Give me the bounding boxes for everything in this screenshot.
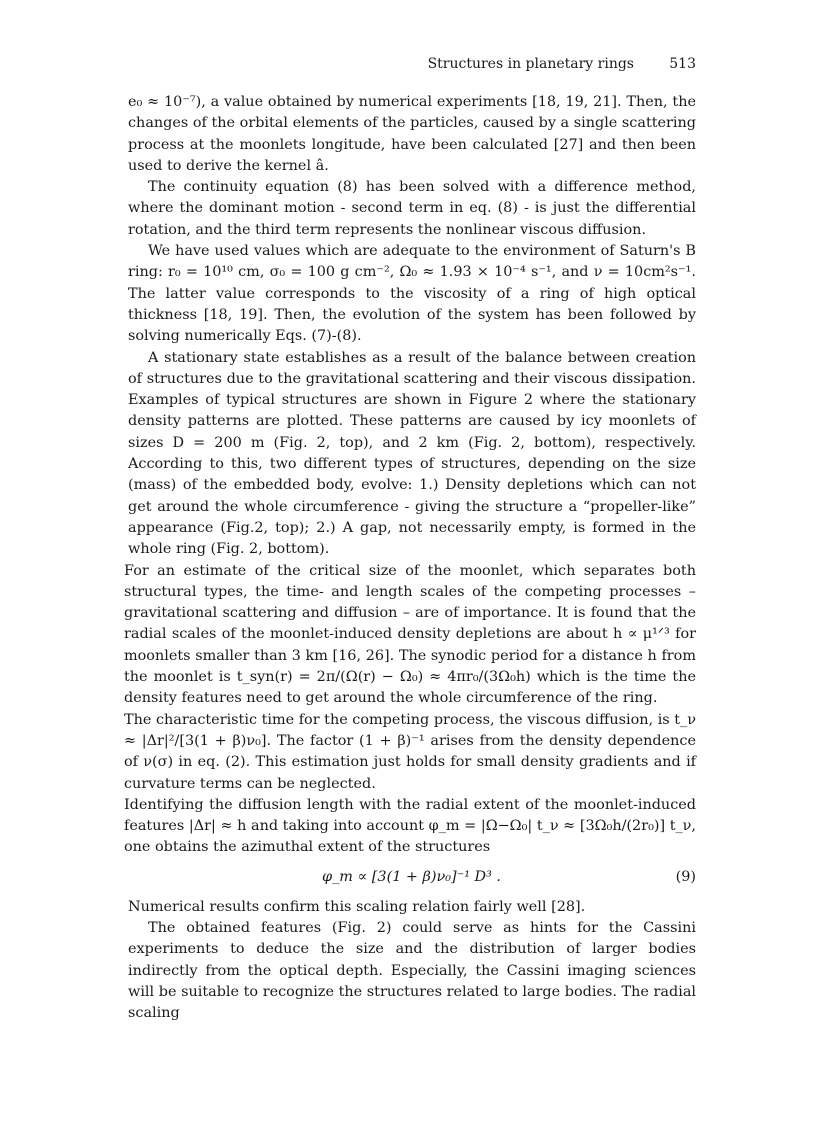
- paragraph: Identifying the diffusion length with the radial extent of the moonlet-induced features |Δr| ≈ h and taking into account φ_m = |Ω−Ω₀| t_ν ≈ [3Ω₀h/(2r₀)] t_ν, one obtains the azimuthal extent of the structures: [124, 796, 696, 856]
- paragraph: A stationary state establishes as a result of the balance between creation of structures due to the gravitational scattering and their viscous dissipation. Examples of typical structures are shown in Figure 2 where the stationary density patterns are plotted. These patterns are caused by icy moonlets of sizes D = 200 m (Fig. 2, top), and 2 km (Fig. 2, bottom), respectively. According to this, two different types of structures, depending on the size (mass) of the embedded body, evolve: 1.) Density depletions which can not get around the whole circumference - giving the structure a “propeller-like” appearance (Fig.2, top); 2.) A gap, not necessarily empty, is formed in the whole ring (Fig. 2, bottom).: [128, 349, 696, 558]
- equation-9: [128, 863, 696, 892]
- page-header: [128, 56, 696, 76]
- paragraph: The continuity equation (8) has been solved with a difference method, where the dominant motion - second term in eq. (8) - is just the differential rotation, and the third term represents the nonlinear viscous diffusion.: [128, 179, 696, 238]
- running-title: Structures in planetary rings: [427, 56, 634, 72]
- body-text: [124, 92, 696, 1024]
- paragraph: The obtained features (Fig. 2) could serve as hints for the Cassini experiments to deduce the size and the distribution of larger bodies indirectly from the optical depth. Especially, the Cassini imaging sciences will be suitable to recognize the structures related to large bodies. The radial scaling: [128, 919, 696, 1022]
- paragraph: We have used values which are adequate to the environment of Saturn's B ring: r₀ = 10¹⁰ cm, σ₀ = 100 g cm⁻², Ω₀ ≈ 1.93 × 10⁻⁴ s⁻¹, and ν = 10cm²s⁻¹. The latter value corresponds to the viscosity of a ring of high optical thickness [18, 19]. Then, the evolution of the system has been followed by solving numerically Eqs. (7)-(8).: [128, 243, 696, 345]
- paragraph: The characteristic time for the competing process, the viscous diffusion, is t_ν ≈ |Δr|²/[3(1 + β)ν₀]. The factor (1 + β)⁻¹ arises from the density dependence of ν(σ) in eq. (2). This estimation just holds for small density gradients and if curvature terms can be neglected.: [124, 711, 696, 792]
- page-number: 513: [669, 56, 696, 72]
- paragraph: For an estimate of the critical size of the moonlet, which separates both structural types, the time- and length scales of the competing processes – gravitational scattering and diffusion – are of importance. It is found that the radial scales of the moonlet-induced density depletions are about h ∝ μ¹ᐟ³ for moonlets smaller than 3 km [16, 26]. The synodic period for a distance h from the moonlet is t_syn(r) = 2π/(Ω(r) − Ω₀) ≈ 4πr₀/(3Ω₀h) which is the time the density features need to get around the whole circumference of the ring.: [124, 562, 696, 707]
- paragraph: e₀ ≈ 10⁻⁷), a value obtained by numerical experiments [18, 19, 21]. Then, the changes of the orbital elements of the particles, caused by a single scattering process at the moonlets longitude, have been calculated [27] and then been used to derive the kernel â.: [128, 94, 696, 174]
- equation-formula: φ_m ∝ [3(1 + β)ν₀]⁻¹ D³ .: [322, 868, 502, 885]
- equation-number: (9): [675, 868, 696, 885]
- paragraph: Numerical results confirm this scaling relation fairly well [28].: [128, 898, 586, 915]
